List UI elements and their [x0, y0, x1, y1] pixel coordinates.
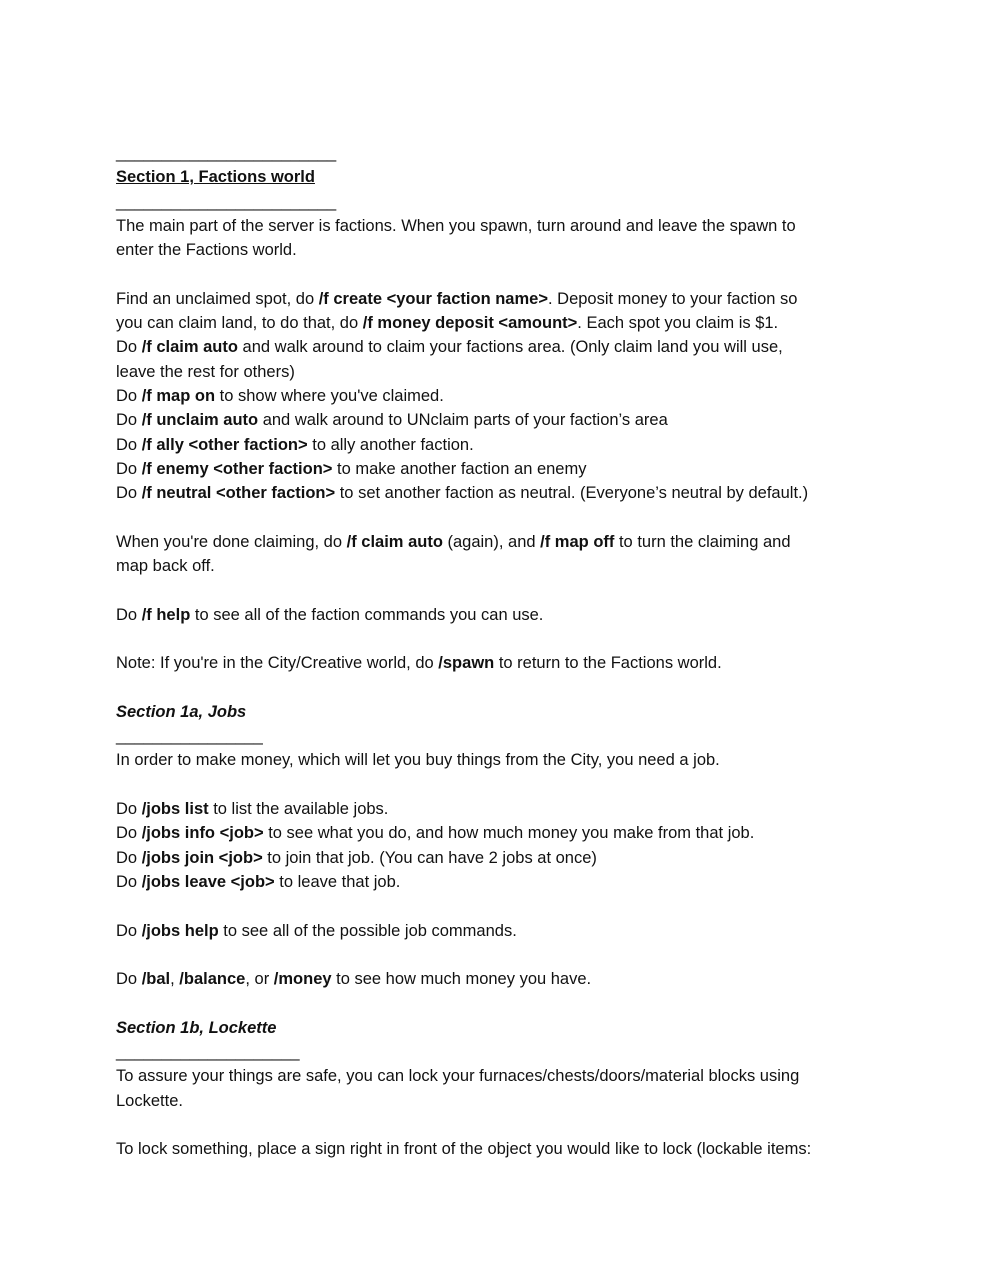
paragraph-line [116, 287, 876, 311]
text: When you're done claiming, do [116, 532, 347, 551]
paragraph-line: In order to make money, which will let you buy things from the City, you need a job. [116, 751, 720, 770]
text: Do [116, 605, 142, 624]
text: Do [116, 459, 142, 478]
command: /f ally <other faction> [141, 435, 308, 454]
text: to make another faction an enemy [332, 459, 587, 478]
text: you can claim land, to do that, do [116, 314, 363, 333]
heading-rule: ________________________ [116, 144, 337, 162]
paragraph-line [116, 651, 876, 675]
command: /jobs join <job> [141, 848, 263, 867]
command: /balance [179, 970, 246, 989]
section-1a-title: Section 1a, Jobs [116, 702, 247, 721]
blank-line [116, 676, 876, 700]
text: Do [116, 386, 142, 405]
text: Do [116, 435, 142, 454]
paragraph-line [116, 408, 876, 432]
command: /f money deposit <amount> [362, 314, 578, 333]
text: to join that job. (You can have 2 jobs at once) [262, 848, 597, 867]
text: to show where you've claimed. [215, 386, 444, 405]
text: to see all of the possible job commands. [218, 921, 517, 940]
text: Do [116, 970, 142, 989]
command: /f neutral <other faction> [141, 484, 336, 503]
heading-rule: ________________ [116, 727, 263, 746]
paragraph-line [116, 967, 876, 991]
command: /f create <your faction name> [318, 289, 548, 308]
text: , or [245, 970, 274, 989]
paragraph-line: The main part of the server is factions. When you spawn, turn around and leave the spawn to [116, 216, 796, 235]
paragraph-line: leave the rest for others) [116, 362, 295, 381]
text: and walk around to UNclaim parts of your faction’s area [258, 411, 668, 430]
text: , [170, 970, 180, 989]
text: Do [116, 338, 142, 357]
text: Do [116, 872, 142, 891]
text: . Each spot you claim is $1. [577, 314, 779, 333]
heading-rule: ____________________ [116, 1042, 300, 1061]
text: Note: If you're in the City/Creative world, do [116, 654, 439, 673]
command: /money [273, 970, 332, 989]
heading-rule: ________________________ [116, 192, 337, 211]
paragraph-line [116, 603, 876, 627]
text: Do [116, 411, 142, 430]
paragraph-line [116, 384, 876, 408]
text: and walk around to claim your factions area. (Only claim land you will use, [237, 338, 783, 357]
text: (again), and [442, 532, 541, 551]
text: to see all of the faction commands you can use. [190, 605, 544, 624]
text: to set another faction as neutral. (Everyone’s neutral by default.) [335, 484, 809, 503]
text: . Deposit money to your faction so [547, 289, 798, 308]
text: Find an unclaimed spot, do [116, 289, 319, 308]
paragraph-line: enter the Factions world. [116, 241, 297, 260]
paragraph-line [116, 433, 876, 457]
text: to turn the claiming and [614, 532, 791, 551]
command: /jobs list [141, 800, 209, 819]
text: Do [116, 824, 142, 843]
text: Do [116, 800, 142, 819]
command: /f unclaim auto [141, 411, 259, 430]
paragraph-line [116, 311, 876, 335]
text: Do [116, 848, 142, 867]
command: /f enemy <other faction> [141, 459, 333, 478]
text: to return to the Factions world. [494, 654, 722, 673]
paragraph-line: map back off. [116, 557, 215, 576]
text: to ally another faction. [307, 435, 474, 454]
paragraph-line [116, 481, 876, 505]
section-1-title: Section 1, Factions world [116, 168, 315, 187]
blank-line [116, 943, 876, 967]
paragraph-line: To assure your things are safe, you can lock your furnaces/chests/doors/material blocks using [116, 1067, 800, 1086]
paragraph-line [116, 530, 876, 554]
blank-line [116, 894, 876, 918]
blank-line [116, 505, 876, 529]
text: to see how much money you have. [331, 970, 592, 989]
command: /f map off [540, 532, 615, 551]
document-page [116, 141, 876, 1161]
paragraph-line [116, 335, 876, 359]
blank-line [116, 1113, 876, 1137]
command: /f claim auto [141, 338, 238, 357]
command: /f help [141, 605, 191, 624]
text: to see what you do, and how much money you make from that job. [263, 824, 755, 843]
paragraph-line [116, 846, 876, 870]
blank-line [116, 262, 876, 286]
blank-line [116, 627, 876, 651]
command: /spawn [438, 654, 495, 673]
command: /jobs info <job> [141, 824, 264, 843]
blank-line [116, 991, 876, 1015]
text: Do [116, 921, 142, 940]
command: /jobs leave <job> [141, 872, 275, 891]
text: Do [116, 484, 142, 503]
paragraph-line [116, 870, 876, 894]
blank-line [116, 773, 876, 797]
command: /bal [141, 970, 171, 989]
command: /jobs help [141, 921, 219, 940]
command: /f map on [141, 386, 216, 405]
paragraph-line: Lockette. [116, 1091, 183, 1110]
paragraph-line [116, 457, 876, 481]
section-1b-title: Section 1b, Lockette [116, 1018, 277, 1037]
paragraph-line [116, 919, 876, 943]
paragraph-line [116, 821, 876, 845]
blank-line [116, 578, 876, 602]
paragraph-line: To lock something, place a sign right in front of the object you would like to lock (lockable items: [116, 1140, 812, 1159]
text: to list the available jobs. [208, 800, 389, 819]
paragraph-line [116, 797, 876, 821]
text: to leave that job. [274, 872, 401, 891]
command: /f claim auto [346, 532, 443, 551]
